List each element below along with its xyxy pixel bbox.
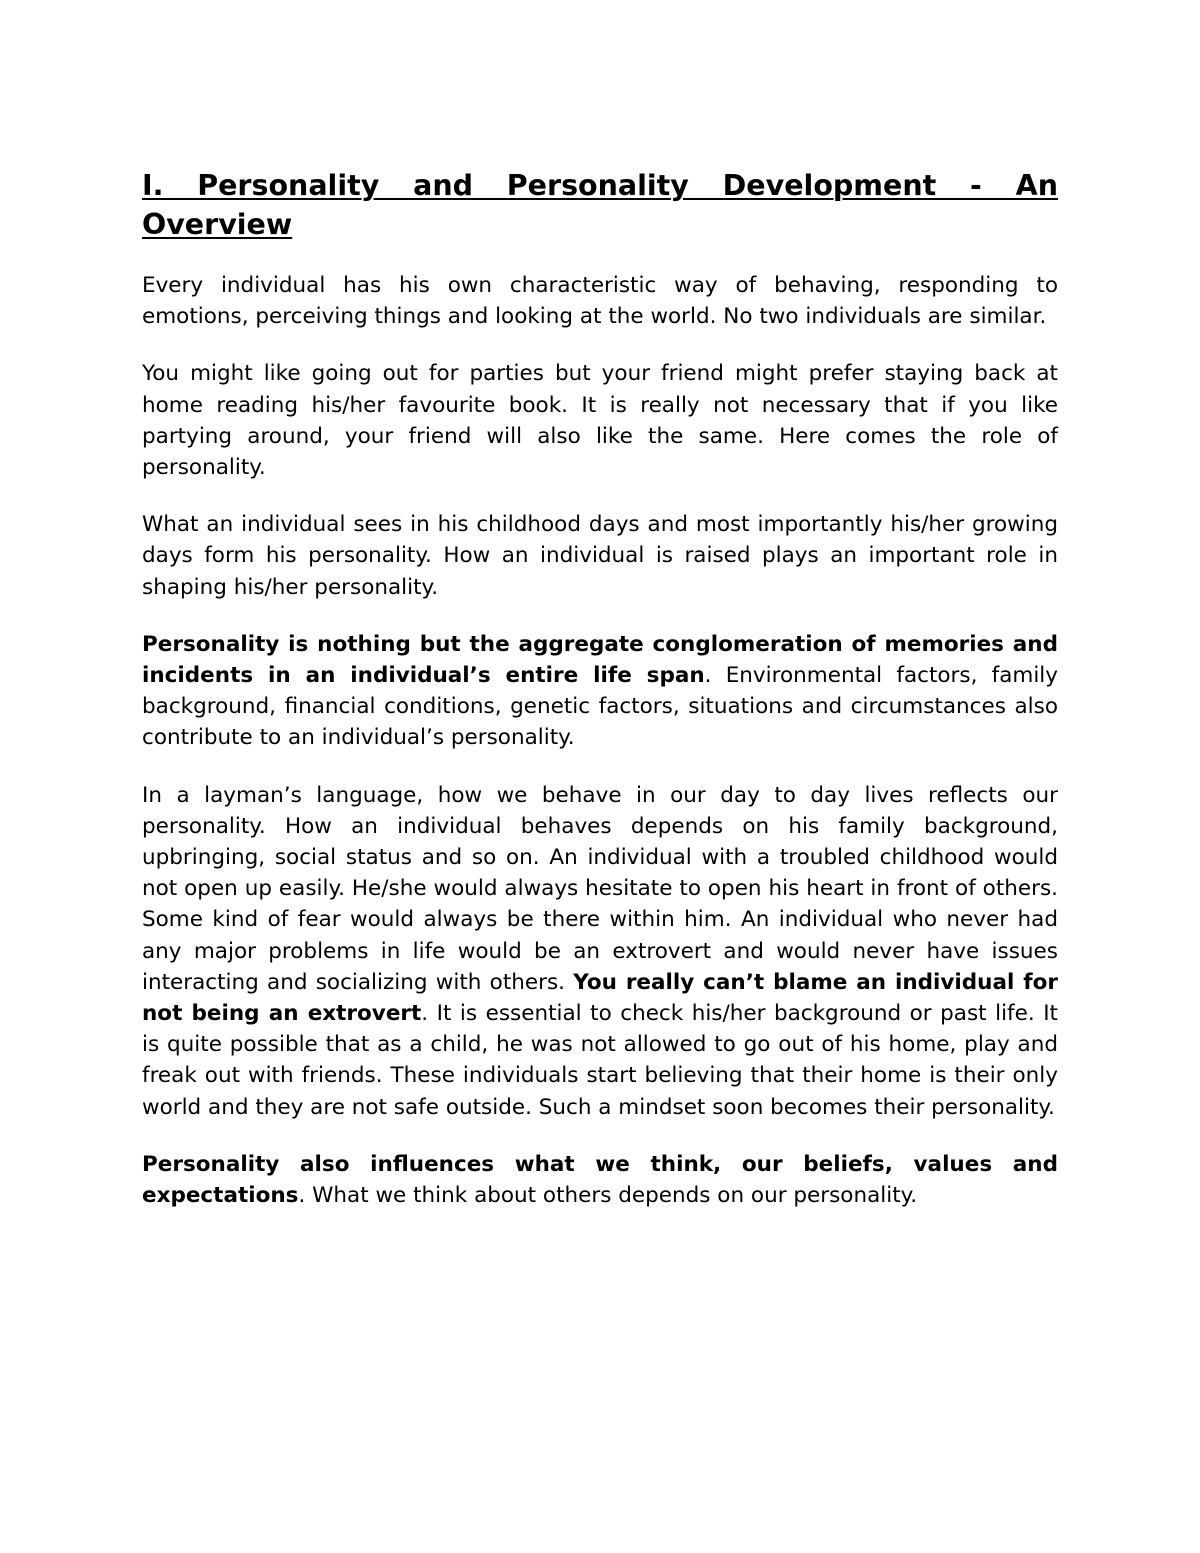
paragraph-3	[142, 509, 1058, 603]
paragraph-1-text: Every individual has his own characteristic way of behaving, responding to emotions, perceiving things and looking at the world. No two individuals are similar.	[142, 273, 1058, 330]
paragraph-6	[142, 1149, 1058, 1211]
paragraph-5-text: In a layman’s language, how we behave in our day to day lives reflects our personality. How an individual behaves depends on his family background, upbringing, social status and so on. An individual with a troubled childhood would not open up easily. He/she would always hesitate to open his heart in front of others. Some kind of fear would always be there within him. An individual who never had any major problems in life would be an extrovert and would never have issues interacting and socializing with others.	[142, 782, 1058, 995]
paragraph-2-text: You might like going out for parties but your friend might prefer staying back at home reading his/her favourite book. It is really not necessary that if you like partying around, your friend will also like the same. Here comes the role of personality.	[142, 361, 1058, 481]
paragraph-5-bold: You really can’t blame an individual for not being an extrovert	[142, 969, 1058, 1027]
document-title: I. Personality and Personality Development - An Overview	[142, 169, 1058, 241]
paragraph-5-rest: . It is essential to check his/her background or past life. It is quite possible that as a child, he was not allowed to go out of his home, play and freak out with friends. These individuals start believing that their home is their only world and they are not safe outside. Such a mindset soon becomes their personality.	[142, 1001, 1058, 1120]
paragraph-3-text: What an individual sees in his childhood days and most importantly his/her growing days form his personality. How an individual is raised plays an important role in shaping his/her personality.	[142, 512, 1058, 600]
paragraph-1	[142, 270, 1058, 332]
paragraph-4-bold: Personality is nothing but the aggregate conglomeration of memories and incidents in an individual’s entire life span	[142, 631, 1058, 689]
paragraph-4-text: . Environmental factors, family background, financial conditions, genetic factors, situations and circumstances also contribute to an individual’s personality.	[142, 663, 1058, 751]
paragraph-6-bold: Personality also influences what we think, our beliefs, values and expectations	[142, 1151, 1058, 1209]
paragraph-5	[142, 780, 1058, 1123]
paragraph-6-text: . What we think about others depends on our personality.	[298, 1183, 918, 1209]
document-page	[142, 166, 1058, 1237]
paragraph-4	[142, 629, 1058, 754]
paragraph-2	[142, 358, 1058, 483]
